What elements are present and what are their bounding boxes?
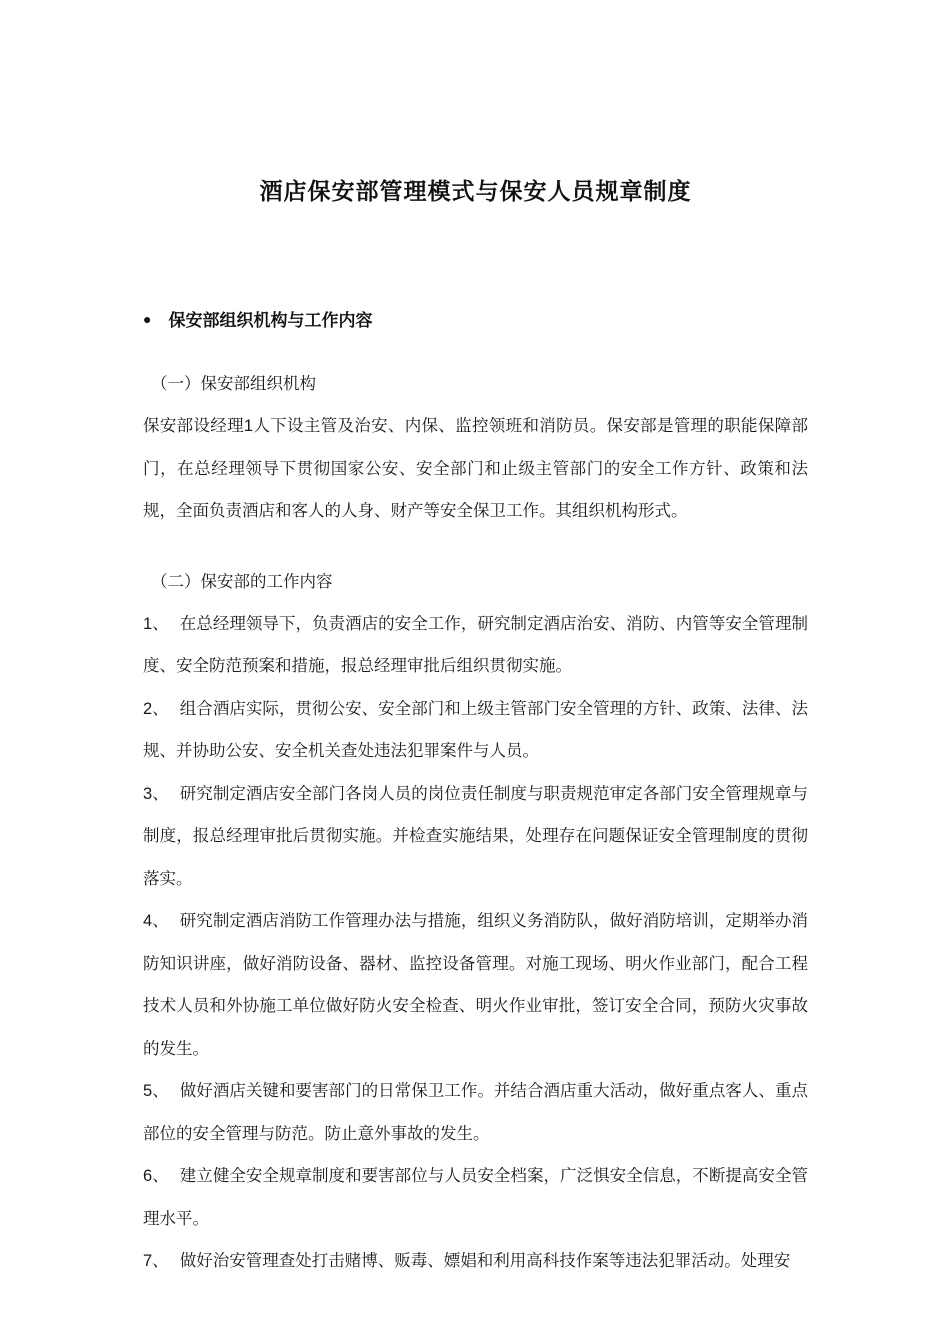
list-item-text: 组合酒店实际，贯彻公安、安全部门和上级主管部门安全管理的方针、政策、法律、法规、并协助公安、安全机关查处违法犯罪案件与人员。: [143, 699, 808, 760]
list-item-text: 研究制定酒店消防工作管理办法与措施，组织义务消防队，做好消防培训，定期举办消防知识讲座，做好消防设备、器材、监控设备管理。对施工现场、明火作业部门，配合工程技术人员和外协施工单位做好防火安全检查、明火作业审批，签订安全合同，预防火灾事故的发生。: [143, 912, 808, 1058]
section-1-heading: （一）保安部组织机构: [151, 375, 316, 393]
list-item-3: [143, 773, 808, 901]
list-item-2: [143, 688, 808, 773]
bullet-heading-label: 保安部组织机构与工作内容: [168, 311, 373, 330]
list-item-7: [143, 1240, 808, 1283]
list-item-number: 3、: [143, 784, 169, 803]
list-item-text: 研究制定酒店安全部门各岗人员的岗位责任制度与职责规范审定各部门安全管理规章与制度，报总经理审批后贯彻实施。并检查实施结果，处理存在问题保证安全管理制度的贯彻落实。: [143, 784, 808, 888]
list-item-4: [143, 900, 808, 1070]
list-item-text: 建立健全安全规章制度和要害部位与人员安全档案，广泛惧安全信息，不断提高安全管理水平。: [143, 1167, 808, 1228]
page-title: 酒店保安部管理模式与保安人员规章制度: [259, 178, 692, 204]
bullet-heading-row: [143, 306, 808, 331]
list-item-1: [143, 603, 808, 688]
circle-bullet-icon: ●: [143, 310, 152, 327]
list-item-number: 6、: [143, 1167, 169, 1185]
list-item-text: 在总经理领导下，负责酒店的安全工作，研究制定酒店治安、消防、内管等安全管理制度、安全防范预案和措施，报总经理审批后组织贯彻实施。: [143, 614, 808, 675]
list-item-number: 4、: [143, 912, 169, 930]
list-item-number: 1、: [143, 614, 169, 633]
list-item-6: [143, 1155, 808, 1240]
list-item-number: 2、: [143, 699, 169, 718]
list-item-number: 5、: [143, 1082, 169, 1100]
list-item-number: 7、: [143, 1252, 169, 1270]
section-1-body: 保安部设经理1人下设主管及治安、内保、监控领班和消防员。保安部是管理的职能保障部门，在总经理领导下贯彻国家公安、安全部门和止级主管部门的安全工作方针、政策和法规，全面负责酒店和客人的人身、财产等安全保卫工作。其组织机构形式。: [143, 417, 808, 520]
section-2-heading: （二）保安部的工作内容: [151, 572, 333, 591]
list-item-text: 做好治安管理查处打击赌博、贩毒、嫖娼和利用高科技作案等违法犯罪活动。处理安: [179, 1252, 791, 1270]
list-item-5: [143, 1070, 808, 1155]
list-item-text: 做好酒店关键和要害部门的日常保卫工作。并结合酒店重大活动，做好重点客人、重点部位的安全管理与防范。防止意外事故的发生。: [143, 1082, 808, 1143]
